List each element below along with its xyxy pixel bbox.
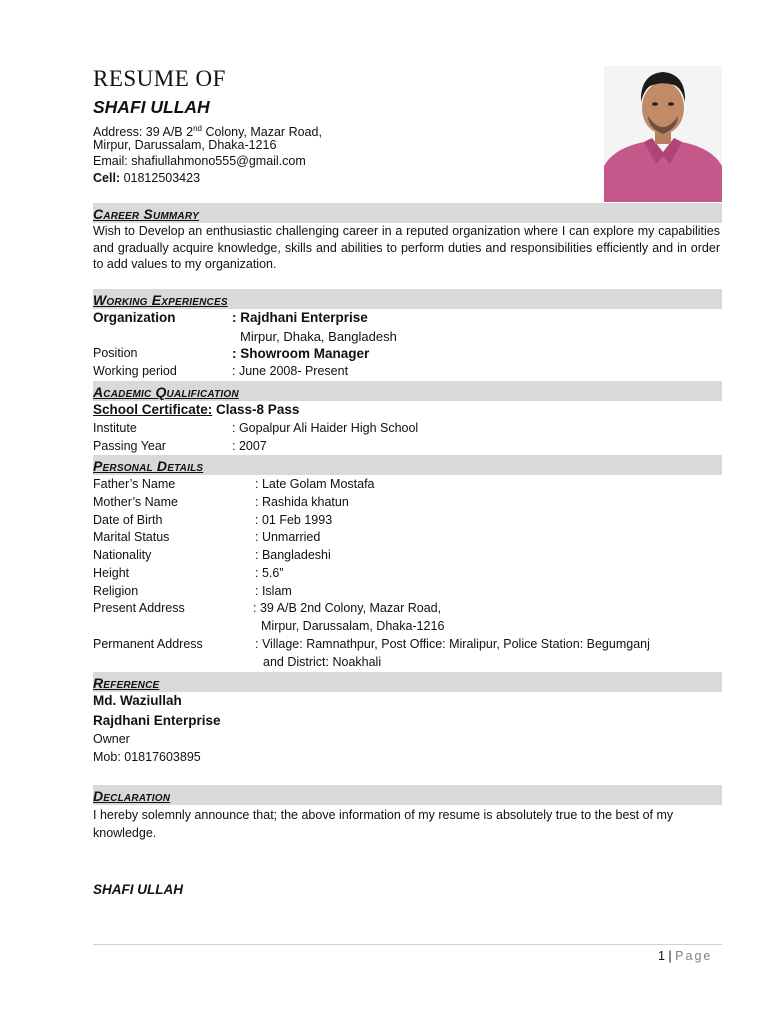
personal-value: : Late Golam Mostafa [255, 477, 375, 491]
address-suffix: Colony, Mazar Road, [201, 125, 322, 140]
personal-value: : 5.6” [255, 566, 284, 580]
personal-label: Marital Status [93, 530, 170, 544]
personal-value: : Rashida khatun [255, 495, 349, 509]
section-header-academic [93, 381, 722, 401]
address-line-2: Mirpur, Darussalam, Dhaka-1216 [93, 138, 277, 152]
personal-value: : Village: Ramnathpur, Post Office: Miralipur, Police Station: Begumganj [255, 637, 650, 651]
passing-year-value: : 2007 [232, 439, 267, 453]
profile-photo-image [604, 66, 722, 202]
personal-label: Height [93, 566, 130, 580]
passing-year-label: Passing Year [93, 439, 166, 453]
section-title-personal: Personal Details [93, 458, 204, 474]
cell-label: Cell: [93, 171, 121, 185]
address-superscript: nd [193, 124, 202, 133]
personal-label: Father’s Name [93, 477, 176, 491]
reference-role: Owner [93, 732, 130, 746]
position-value: : Showroom Manager [232, 346, 370, 361]
footer-divider [93, 944, 722, 945]
cell-line [93, 170, 200, 186]
working-period-value: : June 2008- Present [232, 364, 349, 378]
address-prefix: Address: 39 A/B 2 [93, 125, 194, 140]
section-header-work [93, 289, 722, 309]
resume-title: RESUME OF [93, 66, 226, 91]
section-header-personal [93, 455, 722, 475]
personal-label: Permanent Address [93, 637, 203, 651]
certificate-value: Class-8 Pass [212, 402, 300, 417]
personal-label: Date of Birth [93, 513, 163, 527]
page-separator: | [664, 949, 676, 963]
personal-value: : Unmarried [255, 530, 321, 544]
section-title-academic: Academic Qualification [93, 384, 239, 400]
email-line: Email: shafiullahmono555@gmail.com [93, 154, 306, 168]
signature-name: SHAFI ULLAH [93, 882, 183, 897]
personal-value: : Bangladeshi [255, 548, 331, 562]
organization-location: Mirpur, Dhaka, Bangladesh [240, 329, 397, 344]
declaration-text: I hereby solemnly announce that; the above information of my resume is absolutely true to the best of my knowledge. [93, 808, 674, 840]
personal-label: Mother’s Name [93, 495, 178, 509]
profile-photo [604, 66, 722, 202]
personal-value: : Islam [255, 584, 292, 598]
organization-value: : Rajdhani Enterprise [232, 310, 368, 325]
personal-value-continued: Mirpur, Darussalam, Dhaka-1216 [261, 619, 445, 633]
position-label: Position [93, 346, 138, 360]
candidate-name: SHAFI ULLAH [93, 97, 210, 117]
section-header-career [93, 203, 722, 223]
page-number-value: 1 [658, 949, 665, 963]
section-title-career: Career Summary [93, 206, 199, 222]
career-summary-text: Wish to Develop an enthusiastic challenging career in a reputed organization where I can explore my capabilities and gradually acquire knowledge, skills and abilities to perform duties and responsibilities efficiently and in order to add values to my organization. [93, 224, 720, 271]
personal-value: : 01 Feb 1993 [255, 513, 333, 527]
section-title-reference: Reference [93, 675, 160, 691]
personal-label: Religion [93, 584, 139, 598]
reference-mobile: Mob: 01817603895 [93, 750, 201, 764]
section-title-work: Working Experiences [93, 292, 228, 308]
personal-label: Nationality [93, 548, 152, 562]
section-title-declaration: Declaration [93, 788, 171, 804]
institute-value: : Gopalpur Ali Haider High School [232, 421, 419, 435]
personal-value: : 39 A/B 2nd Colony, Mazar Road, [253, 601, 442, 615]
cell-value: 01812503423 [120, 171, 201, 185]
page-number [658, 949, 712, 963]
reference-company: Rajdhani Enterprise [93, 713, 221, 728]
certificate-line [93, 402, 299, 417]
personal-label: Present Address [93, 601, 185, 615]
section-header-reference [93, 672, 722, 692]
institute-label: Institute [93, 421, 137, 435]
certificate-label: School Certificate: [93, 402, 213, 417]
reference-name: Md. Waziullah [93, 693, 182, 708]
page-word: Page [675, 949, 713, 963]
personal-value-continued: and District: Noakhali [263, 655, 382, 669]
working-period-label: Working period [93, 364, 177, 378]
section-header-declaration [93, 785, 722, 805]
organization-label: Organization [93, 310, 176, 325]
